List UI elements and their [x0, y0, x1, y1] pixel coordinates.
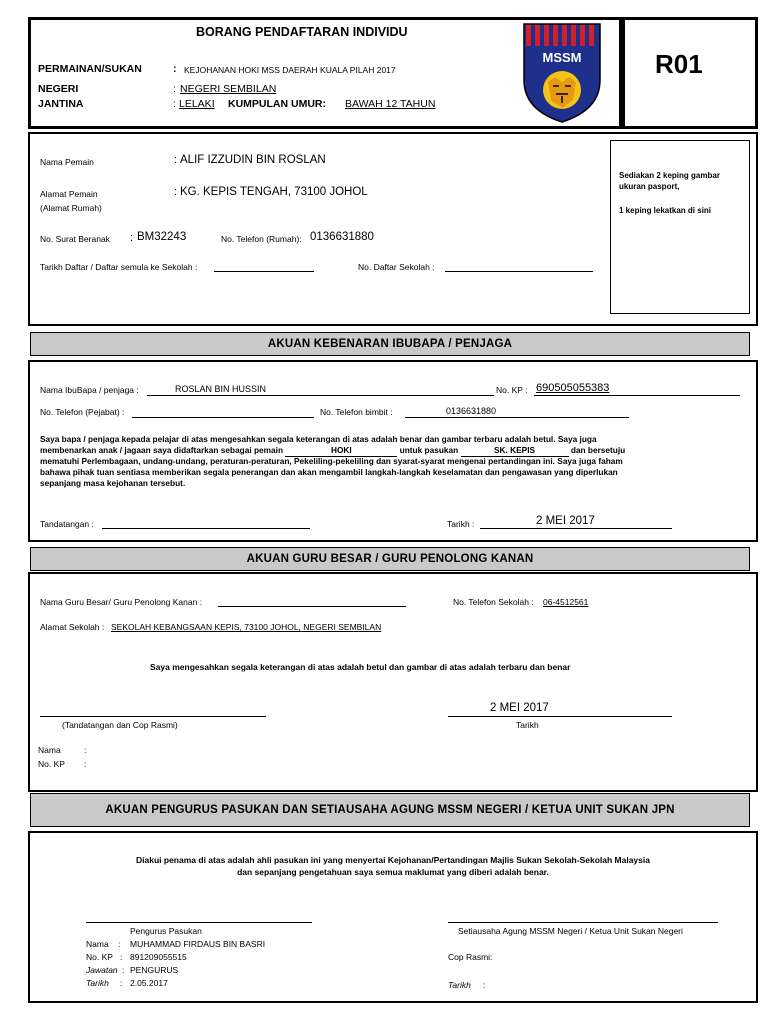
sekolah-alamat-value: SEKOLAH KEBANGSAAN KEPIS, 73100 JOHOL, NEGERI SEMBILAN: [111, 622, 382, 632]
pengurus-jawatan-colon: :: [122, 965, 125, 975]
permainan-label: PERMAINAN/SUKAN: [38, 63, 142, 75]
manager-section-title: AKUAN PENGURUS PASUKAN DAN SETIAUSAHA AGUNG MSSM NEGERI / KETUA UNIT SUKAN JPN: [30, 793, 750, 827]
jantina-value: LELAKI: [179, 98, 215, 110]
parent-decl-team: SK. KEPIS: [461, 445, 569, 457]
parent-kp-label: No. KP :: [496, 385, 528, 395]
pengurus-jawatan-label: Jawatan: [86, 965, 118, 975]
setiausaha-tarikh-label: Tarikh: [448, 980, 471, 990]
pengurus-kp-value: 891209055515: [130, 952, 187, 962]
pengurus-tarikh-colon: :: [120, 978, 123, 988]
sekolah-tel-value: 06-4512561: [543, 597, 589, 607]
parent-decl-sport: HOKI: [285, 445, 397, 457]
setiausaha-label: Setiausaha Agung MSSM Negeri / Ketua Unit Sukan Negeri: [458, 926, 683, 936]
manager-decl-2: dan sepanjang pengetahuan saya semua maklumat yang diberi adalah benar.: [237, 867, 549, 877]
manager-decl-1: Diakui penama di atas adalah ahli pasukan ini yang menyertai Kejohanan/Pertandingan Majlis Sukan Sekolah-Sekolah Malaysia: [136, 855, 650, 865]
jantina-colon: :: [173, 98, 176, 110]
permainan-colon: :: [173, 63, 177, 75]
guru-sign-label: (Tandatangan dan Cop Rasmi): [62, 720, 178, 730]
jantina-label: JANTINA: [38, 98, 84, 110]
parent-decl-2a: membenarkan anak / jagaan saya didaftarkan sebagai pemain: [40, 445, 284, 455]
tarikh-daftar-label: Tarikh Daftar / Daftar semula ke Sekolah :: [40, 262, 198, 272]
pengurus-nama-colon: :: [118, 939, 121, 949]
headmaster-section-title: AKUAN GURU BESAR / GURU PENOLONG KANAN: [30, 547, 750, 571]
guru-date-line[interactable]: [448, 716, 672, 717]
guru-nama-colon: :: [84, 745, 87, 755]
guru-nama-label: Nama Guru Besar/ Guru Penolong Kanan :: [40, 597, 203, 607]
sekolah-alamat-label: Alamat Sekolah :: [40, 622, 105, 632]
parent-tandatangan-label: Tandatangan :: [40, 519, 94, 529]
kumpulan-value: BAWAH 12 TAHUN: [345, 98, 436, 110]
negeri-label: NEGERI: [38, 83, 79, 95]
alamat-pemain-value: KG. KEPIS TENGAH, 73100 JOHOL: [180, 186, 368, 198]
photo-box: [610, 140, 750, 314]
tel-pejabat-line[interactable]: [132, 417, 314, 418]
mssm-logo-text: MSSM: [542, 50, 582, 65]
nama-pemain-label: Nama Pemain: [40, 157, 94, 167]
tel-rumah-value: 0136631880: [310, 231, 374, 243]
parent-nama-value: ROSLAN BIN HUSSIN: [175, 384, 267, 394]
pengurus-label: Pengurus Pasukan: [130, 926, 202, 936]
negeri-colon: :: [173, 83, 176, 95]
parent-decl-2b: untuk pasukan: [399, 445, 459, 455]
pengurus-nama-label: Nama: [86, 939, 109, 949]
parent-decl-line-5: sepanjang masa kejohanan tersebut.: [40, 478, 186, 488]
tel-rumah-label: No. Telefon (Rumah):: [221, 234, 302, 244]
parent-signature-line[interactable]: [102, 528, 310, 529]
form-title: BORANG PENDAFTARAN INDIVIDU: [196, 25, 408, 39]
pengurus-tarikh-value: 2.05.2017: [130, 978, 168, 988]
nama-pemain-value: ALIF IZZUDIN BIN ROSLAN: [180, 154, 326, 166]
parent-tarikh-label: Tarikh :: [447, 519, 475, 529]
parent-tarikh-value: 2 MEI 2017: [536, 515, 595, 527]
tel-bimbit-line[interactable]: [405, 417, 629, 418]
cop-rasmi-label: Cop Rasmi:: [448, 952, 493, 962]
pengurus-nama-value: MUHAMMAD FIRDAUS BIN BASRI: [130, 939, 266, 949]
guru-date-value: 2 MEI 2017: [490, 702, 549, 714]
photo-note-2: 1 keping lekatkan di sini: [619, 206, 712, 215]
no-daftar-label: No. Daftar Sekolah :: [358, 262, 435, 272]
surat-beranak-colon: :: [130, 232, 134, 244]
photo-note-1: Sediakan 2 keping gambar ukuran pasport,: [619, 171, 720, 191]
pengurus-signature-line[interactable]: [86, 922, 312, 923]
alamat-pemain-colon: :: [174, 186, 178, 198]
tel-bimbit-value: 0136631880: [446, 406, 497, 416]
alamat-pemain-label: Alamat Pemain: [40, 189, 98, 199]
pengurus-kp-label: No. KP: [86, 952, 113, 962]
guru-nama-short: Nama: [38, 745, 61, 755]
form-code: R01: [655, 49, 703, 79]
parent-decl-2c: dan bersetuju: [570, 445, 626, 455]
setiausaha-tarikh-colon: :: [483, 980, 486, 990]
surat-beranak-value: BM32243: [137, 231, 187, 243]
parent-decl-line-4: bahawa pihak tuan sentiasa memberikan segala penerangan dan akan mengambil langkah-langkah keselamatan dan pengawasan yang diperlukan: [40, 467, 618, 477]
surat-beranak-label: No. Surat Beranak: [40, 234, 110, 244]
sekolah-tel-label: No. Telefon Sekolah :: [453, 597, 534, 607]
parent-decl-line-1: Saya bapa / penjaga kepada pelajar di atas mengesahkan segala keterangan di atas adalah benar dan gambar terbaru adalah betul. Saya juga: [40, 434, 597, 444]
guru-kp-colon: :: [84, 759, 87, 769]
parent-nama-label: Nama IbuBapa / penjaga :: [40, 385, 139, 395]
negeri-value: NEGERI SEMBILAN: [180, 83, 277, 95]
guru-nama-line[interactable]: [218, 606, 406, 607]
pengurus-kp-colon: :: [120, 952, 123, 962]
parent-nama-line[interactable]: [147, 395, 494, 396]
no-daftar-line[interactable]: [445, 271, 593, 272]
parent-kp-line[interactable]: [534, 395, 740, 396]
permainan-value: KEJOHANAN HOKI MSS DAERAH KUALA PILAH 2017: [184, 65, 396, 75]
nama-pemain-colon: :: [174, 154, 178, 166]
mssm-logo: [520, 20, 604, 124]
guru-decl: Saya mengesahkan segala keterangan di atas adalah betul dan gambar di atas adalah terbaru dan benar: [150, 662, 571, 672]
alamat-pemain-sub: (Alamat Rumah): [40, 203, 102, 213]
tarikh-daftar-line[interactable]: [214, 271, 314, 272]
parent-section-title: AKUAN KEBENARAN IBUBAPA / PENJAGA: [30, 332, 750, 356]
parent-kp-value: 690505055383: [536, 382, 610, 394]
parent-tarikh-line[interactable]: [480, 528, 672, 529]
tel-bimbit-label: No. Telefon bimbit :: [320, 407, 393, 417]
guru-signature-line[interactable]: [40, 716, 266, 717]
guru-date-label: Tarikh: [516, 720, 539, 730]
kumpulan-label: KUMPULAN UMUR:: [228, 98, 326, 110]
guru-kp-short: No. KP: [38, 759, 65, 769]
parent-decl-line-3: mematuhi Perlembagaan, undang-undang, peraturan-peraturan, Pekeliling-pekeliling dan syarat-syarat mengenai pertandingan ini. Saya juga faham: [40, 456, 623, 466]
pengurus-tarikh-label: Tarikh: [86, 978, 109, 988]
setiausaha-signature-line[interactable]: [448, 922, 718, 923]
tel-pejabat-label: No. Telefon (Pejabat) :: [40, 407, 125, 417]
pengurus-jawatan-value: PENGURUS: [130, 965, 179, 975]
